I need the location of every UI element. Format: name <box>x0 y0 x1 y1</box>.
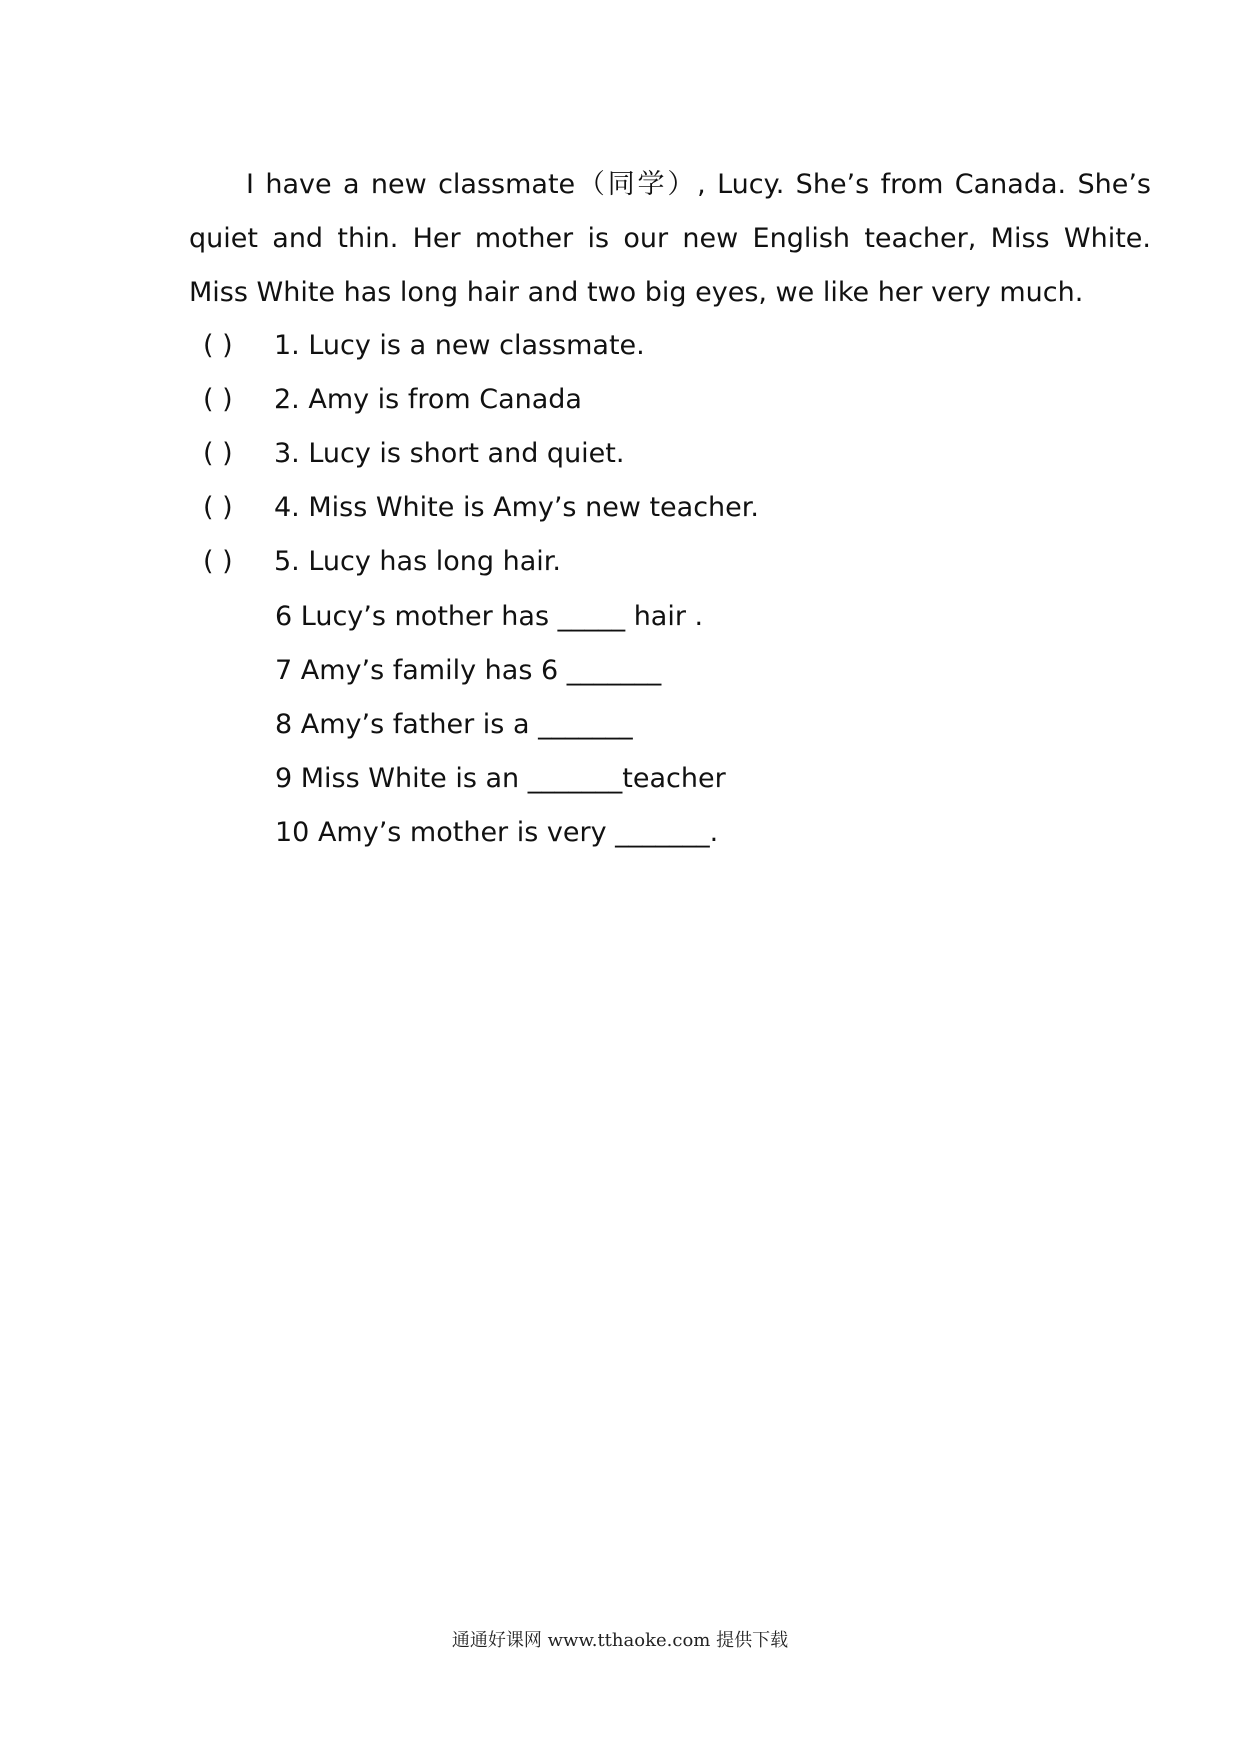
question-text: 1. Lucy is a new classmate. <box>274 330 645 361</box>
answer-bracket[interactable]: ( ) <box>203 438 233 469</box>
true-false-question-4 <box>203 481 759 535</box>
fill-in-blank-questions <box>275 590 726 860</box>
true-false-question-3 <box>203 427 759 481</box>
answer-bracket[interactable]: ( ) <box>203 492 233 523</box>
answer-bracket[interactable]: ( ) <box>203 546 233 577</box>
true-false-question-1 <box>203 319 759 373</box>
question-text: 3. Lucy is short and quiet. <box>274 438 625 469</box>
reading-passage: I have a new classmate（同学）, Lucy. She’s from Canada. She’s quiet and thin. Her mother is our new English teacher, Miss White. Miss White has long hair and two big eyes, we like her very much. <box>189 169 1151 308</box>
question-text: 4. Miss White is Amy’s new teacher. <box>274 492 759 523</box>
true-false-question-2 <box>203 373 759 427</box>
fill-in-blank-question-8[interactable]: 8 Amy’s father is a _______ <box>275 709 633 740</box>
fill-in-blank-question-6[interactable]: 6 Lucy’s mother has _____ hair . <box>275 601 704 632</box>
fill-in-blank-question-7[interactable]: 7 Amy’s family has 6 _______ <box>275 655 662 686</box>
true-false-questions <box>203 319 759 589</box>
question-text: 2. Amy is from Canada <box>274 384 582 415</box>
page-footer: 通通好课网 www.tthaoke.com 提供下载 <box>451 1630 789 1651</box>
fill-in-blank-question-10[interactable]: 10 Amy’s mother is very _______. <box>275 817 719 848</box>
answer-bracket[interactable]: ( ) <box>203 330 233 361</box>
answer-bracket[interactable]: ( ) <box>203 384 233 415</box>
question-text: 5. Lucy has long hair. <box>274 546 561 577</box>
fill-in-blank-question-9[interactable]: 9 Miss White is an _______teacher <box>275 763 726 794</box>
true-false-question-5 <box>203 535 759 589</box>
